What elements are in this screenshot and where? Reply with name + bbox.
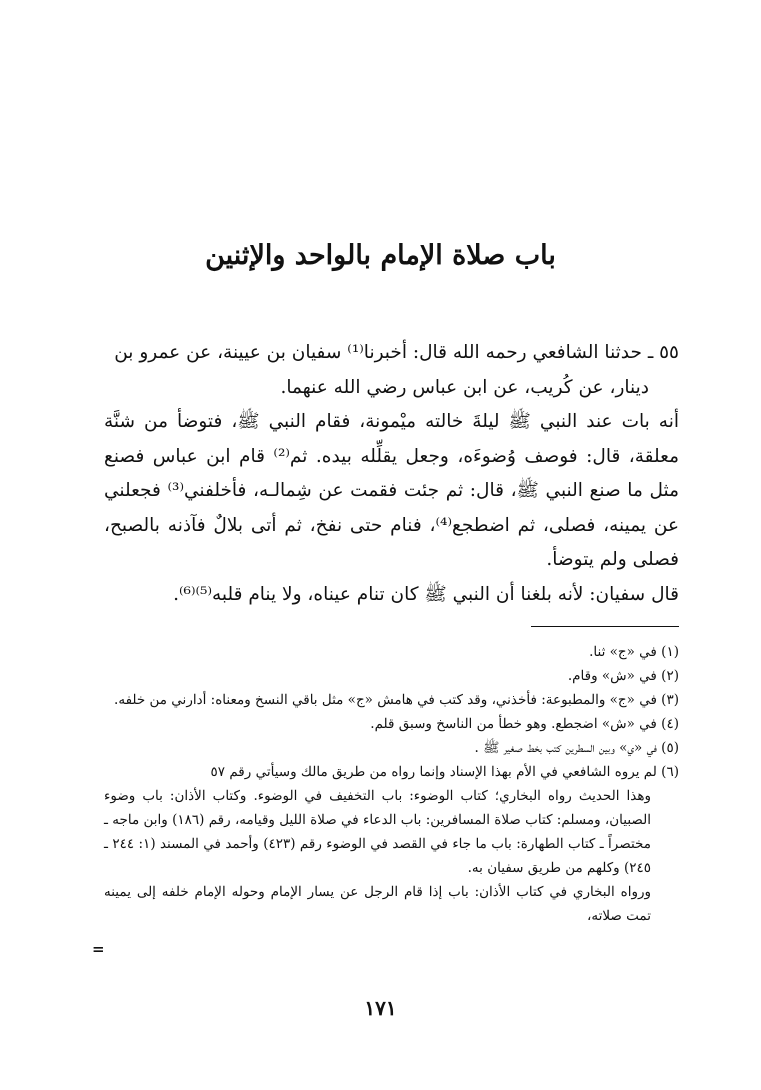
footnote-6-bukhari: ورواه البخاري في كتاب الأذان: باب إذا قام الرجل عن يسار الإمام وحوله الإمام خلفه إلى يمينه تمت صلاته، [104,884,651,924]
hadith-text [104,336,679,612]
footnote-6-sources: وهذا الحديث رواه البخاري؛ كتاب الوضوء: باب التخفيف في الوضوء. وكتاب الأذان: باب وضوء الصبيان، ومسلم: كتاب صلاة المسافرين: باب الدعاء في صلاة الليل وقيامه، رقم (١٨٦) وابن ماجه ـ مختصراً ـ كتاب الطهارة: باب ما جاء في القصد في الوضوء رقم (٤٢٣) وأحمد في المسند (١: ٢٤٤ ـ ٢٤٥) وكلهم من طريق سفيان به. [104,788,652,876]
footnote-2: (٢) في «ش» وقام. [567,668,679,684]
footnote-5: (٥) في «ي» وبين السطرين كتب بخط صغير ﷺ . [474,740,679,756]
footnotes [104,640,679,928]
chapter-title: باب صلاة الإمام بالواحد والإثنين [205,240,556,271]
footnote-separator [531,626,679,627]
footnote-4: (٤) في «ش» اضجطع. وهو خطأ من الناسخ وسبق قلم. [370,716,679,732]
footnote-continuation-mark: = [92,940,105,958]
hadith-isnad: ٥٥ ـ حدثنا الشافعي رحمه الله قال: أخبرنا⁽¹⁾ سفيان بن عيينة، عن عمرو بن [114,342,679,363]
footnote-6: (٦) لم يروه الشافعي في الأم بهذا الإسناد وإنما رواه من طريق مالك وسيأتي رقم ٥٧ [210,764,679,780]
sufyan-comment: قال سفيان: لأنه بلغنا أن النبي ﷺ كان تنام عيناه، ولا ينام قلبه⁽⁵⁾⁽⁶⁾. [173,583,679,605]
footnote-3: (٣) في «ج» والمطبوعة: فأخذني، وقد كتب في هامش «ج» مثل باقي النسخ ومعناه: أدارني من خلفه. [114,692,679,708]
page-number: ١٧١ [364,996,397,1020]
hadith-matn: أنه بات عند النبي ﷺ ليلةَ خالته ميْمونة، فقام النبي ﷺ، فتوضأ من شنَّة معلقة، قال: فوصف وُضوءَه، وجعل يقلِّله بيده. ثم⁽²⁾ قام ابن عباس فصنع مثل ما صنع النبي ﷺ، قال: ثم جئت فقمت عن شِمالـه، فأخلفني⁽³⁾ فجعلني عن يمينه، فصلى، ثم اضطجع⁽⁴⁾، فنام حتى نفخ، ثم أتى بلالٌ فآذنه بالصبح، فصلى ولم يتوضأ. [104,411,680,570]
hadith-isnad-continued: دينار، عن كُريب، عن ابن عباس رضي الله عنهما. [280,376,649,398]
footnote-1: (١) في «ج» ثنا. [589,644,679,660]
